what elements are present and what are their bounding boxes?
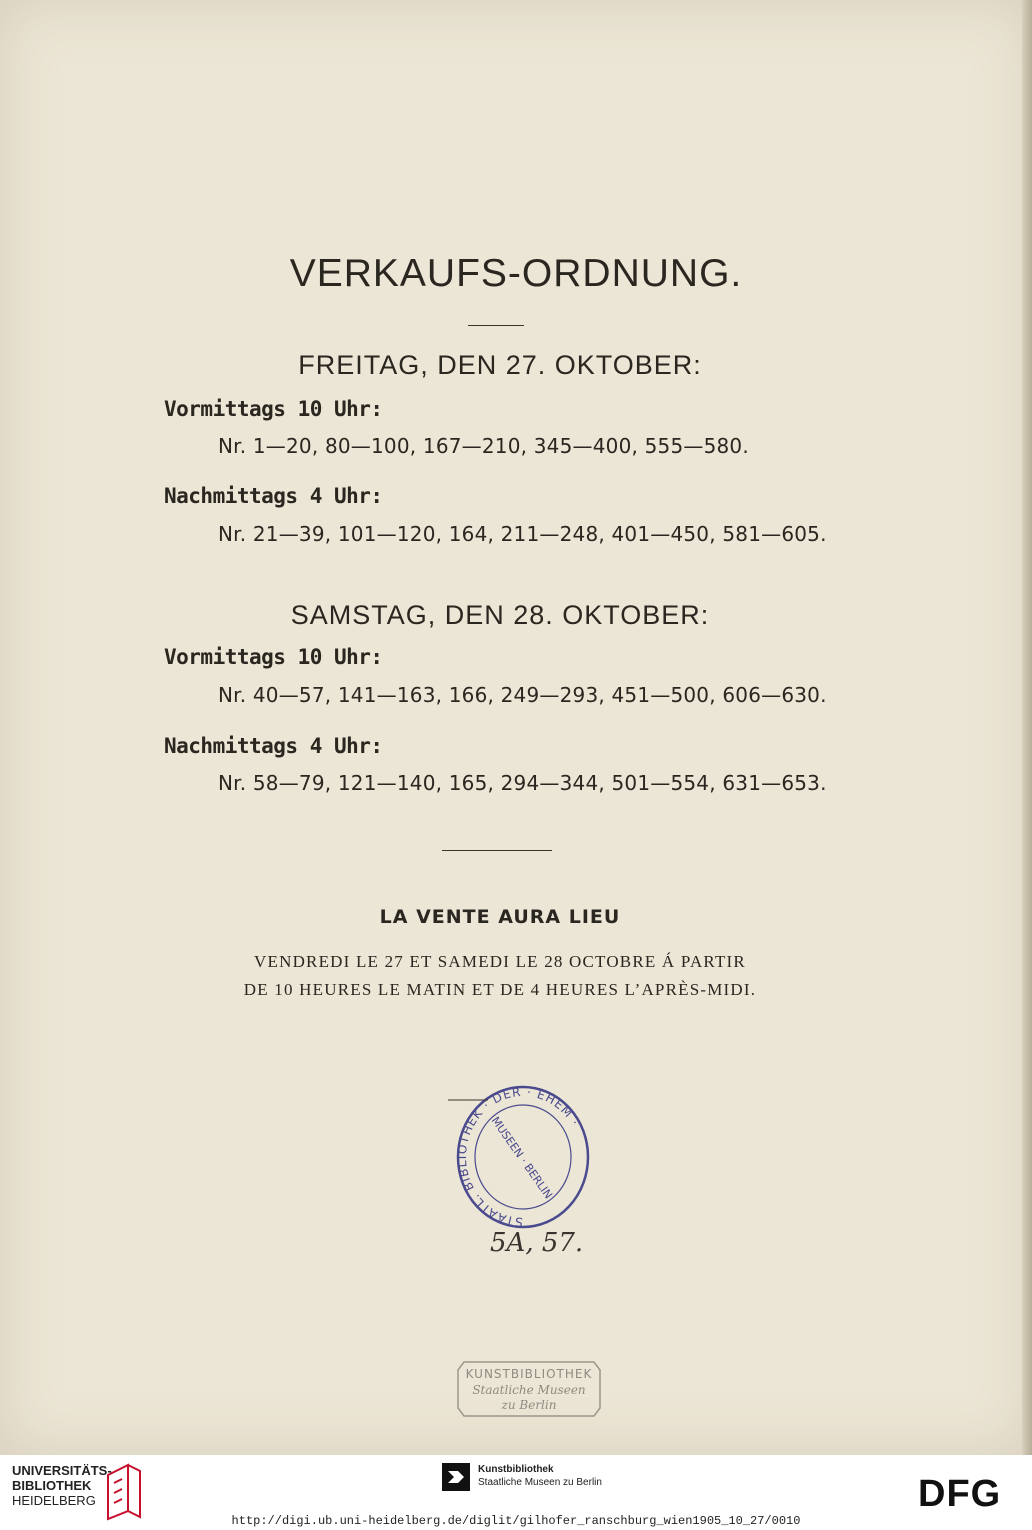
stamp-rect-line-1: KUNSTBIBLIOTHEK — [465, 1367, 593, 1381]
session-numbers: Nr. 1—20, 80—100, 167—210, 345—400, 555—580. — [218, 434, 749, 458]
session-time: Nachmittags 4 Uhr: — [164, 734, 383, 758]
vente-line-2: DE 10 HEURES LE MATIN ET DE 4 HEURES L’APRÈS-MIDI. — [243, 980, 757, 999]
section-divider — [442, 850, 552, 851]
viewer-footer — [0, 1455, 1032, 1530]
kb-line-2: Staatliche Museen zu Berlin — [478, 1477, 602, 1488]
vente-heading: LA VENTE AURA LIEU — [379, 906, 621, 928]
day-heading-saturday: SAMSTAG, DEN 28. OKTOBER: — [290, 600, 710, 630]
page-binding-edge — [1022, 0, 1032, 1455]
kb-line-1: Kunstbibliothek — [478, 1464, 554, 1475]
ub-emblem-icon — [104, 1463, 144, 1521]
stamp-rect-line-2: Staatliche Museen — [472, 1383, 586, 1397]
permalink-url[interactable]: http://digi.ub.uni-heidelberg.de/diglit/gilhofer_ranschburg_wien1905_10_27/0010 — [231, 1514, 801, 1528]
page-title: VERKAUFS-ORDNUNG. — [289, 252, 743, 295]
stamp-rect-line-3: zu Berlin — [501, 1398, 557, 1412]
ub-line-1: UNIVERSITÄTS- — [12, 1463, 112, 1478]
session-numbers: Nr. 21—39, 101—120, 164, 211—248, 401—450, 581—605. — [218, 522, 827, 546]
handwritten-shelfmark: 5A, 57. — [490, 1228, 584, 1258]
kunstbibliothek-icon — [442, 1463, 470, 1491]
title-divider — [468, 325, 524, 326]
library-stamp-oval — [448, 1082, 598, 1237]
day-heading-friday: FREITAG, DEN 27. OKTOBER: — [298, 350, 702, 380]
session-time: Nachmittags 4 Uhr: — [164, 484, 383, 508]
dfg-logo[interactable]: DFG — [918, 1473, 1002, 1515]
session-numbers: Nr. 40—57, 141—163, 166, 249—293, 451—500, 606—630. — [218, 683, 827, 707]
session-numbers: Nr. 58—79, 121—140, 165, 294—344, 501—554, 631—653. — [218, 771, 827, 795]
ub-line-3: HEIDELBERG — [12, 1493, 96, 1508]
stamp-outer-text: STAATL. BIBLIOTHEK · DER · EHEM · — [454, 1084, 583, 1230]
library-stamp-rect — [456, 1360, 602, 1418]
session-time: Vormittags 10 Uhr: — [164, 397, 383, 421]
vente-line-1: VENDREDI LE 27 ET SAMEDI LE 28 OCTOBRE Á PARTIR — [254, 952, 746, 971]
ub-line-2: BIBLIOTHEK — [12, 1478, 92, 1493]
session-time: Vormittags 10 Uhr: — [164, 645, 383, 669]
stamp-inner-text: MUSEEN · BERLIN — [488, 1114, 555, 1202]
